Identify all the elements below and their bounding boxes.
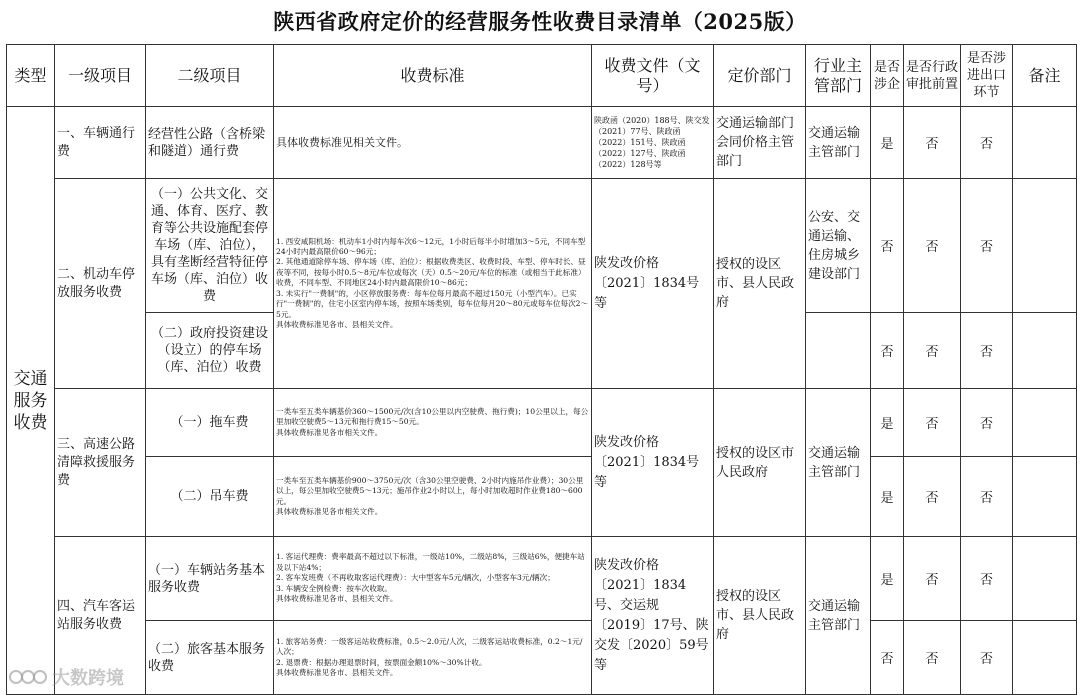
level1-cell: 二、机动车停放服务收费 (55, 179, 146, 389)
remark-cell (1013, 313, 1077, 389)
soe-cell: 是 (871, 389, 904, 457)
standard-line: 具体收费标准见各市相关文件。 (276, 506, 383, 516)
document-cell: 陕发改价格〔2021〕1834号等 (592, 179, 714, 389)
level1-cell: 四、汽车客运站服务收费 (55, 537, 146, 695)
remark-cell (1013, 389, 1077, 457)
level2-cell: （一）车辆站务基本服务收费 (146, 537, 274, 621)
watermark-logo-icon (8, 666, 48, 688)
dept-cell: 授权的设区市、县人民政府 (714, 537, 806, 695)
standard-line: 具体收费标准见各市、县相关文件。 (276, 594, 398, 604)
category-cell: 交通服务收费 (7, 107, 55, 695)
remark-cell (1013, 107, 1077, 179)
header-supervisor: 行业主管部门 (806, 45, 871, 107)
standard-line: 1. 西安咸阳机场：机动车1小时内每车次6～12元，1小时后每半小时增加3～5元，不同车型24小时内最高限价60～96元； (276, 236, 586, 257)
soe-cell: 是 (871, 107, 904, 179)
header-level1: 一级项目 (55, 45, 146, 107)
header-document: 收费文件（文号） (592, 45, 714, 107)
approval-cell: 否 (904, 389, 961, 457)
supervisor-cell: 交通运输主管部门 (806, 537, 871, 695)
dept-cell: 授权的设区市人民政府 (714, 389, 806, 537)
import-export-cell: 否 (961, 107, 1013, 179)
import-export-cell: 否 (961, 537, 1013, 621)
fee-catalog-table (6, 44, 1077, 695)
level1-cell: 一、车辆通行费 (55, 107, 146, 179)
header-dept: 定价部门 (714, 45, 806, 107)
standard-line: 3. 车辆安全例检费：按车次收取。 (276, 583, 392, 593)
standard-line: 一类车至五类车辆基价900～3750元/次（含30公里空驶费、2小时内施吊作业费）；30公里以上，每公里加收空驶费5～13元；施吊作业2小时以上，每小时加收超时作业费180～600元。 (276, 475, 584, 506)
standard-cell (274, 621, 592, 695)
level2-cell: （二）政府投资建设（设立）的停车场（库、泊位）收费 (146, 313, 274, 389)
document-cell: 陕政函（2020）188号、陕交发（2021）77号、陕政函（2022）151号、陕政函（2022）127号、陕政函（2022）128号等 (592, 107, 714, 179)
import-export-cell: 否 (961, 179, 1013, 313)
standard-cell (274, 389, 592, 457)
soe-cell: 否 (871, 313, 904, 389)
remark-cell (1013, 179, 1077, 313)
header-row (7, 45, 1077, 107)
supervisor-cell: 公安、交通运输、住房城乡建设部门 (806, 179, 871, 313)
standard-line: 具体收费标准见各市、县相关文件。 (276, 319, 398, 329)
approval-cell: 否 (904, 621, 961, 695)
standard-line: 3. 未实行"一费制"的，小区停放服务费：每车位每月最高不超过150元（小型汽车）。已实行"一费制"的，住宅小区室内停车场，按照车场类别，每车位每月20～80元或每车位每次2～5元。 (276, 288, 589, 319)
level1-cell: 三、高速公路清障救援服务费 (55, 389, 146, 537)
supervisor-cell (806, 313, 871, 389)
document-cell: 陕发改价格〔2021〕1834号、交运规〔2019〕17号、陕交发〔2020〕59号等 (592, 537, 714, 695)
header-approval: 是否行政审批前置 (904, 45, 961, 107)
supervisor-cell: 交通运输主管部门 (806, 107, 871, 179)
header-category: 类型 (7, 45, 55, 107)
approval-cell: 否 (904, 537, 961, 621)
header-remark: 备注 (1013, 45, 1077, 107)
header-standard: 收费标准 (274, 45, 592, 107)
table-row (7, 457, 1077, 537)
header-import-export: 是否涉进出口环节 (961, 45, 1013, 107)
level2-cell: 经营性公路（含桥梁和隧道）通行费 (146, 107, 274, 179)
import-export-cell: 否 (961, 621, 1013, 695)
table-row (7, 621, 1077, 695)
document-cell: 陕发改价格〔2021〕1834号等 (592, 389, 714, 537)
supervisor-cell: 交通运输主管部门 (806, 389, 871, 537)
level2-cell: （二）吊车费 (146, 457, 274, 537)
watermark (8, 664, 124, 690)
approval-cell: 否 (904, 107, 961, 179)
standard-cell: 具体收费标准见相关文件。 (274, 107, 592, 179)
approval-cell: 否 (904, 179, 961, 313)
remark-cell (1013, 457, 1077, 537)
soe-cell: 是 (871, 537, 904, 621)
level2-cell: （二）旅客基本服务收费 (146, 621, 274, 695)
header-soe: 是否涉企 (871, 45, 904, 107)
standard-line: 1. 客运代理费：费率最高不超过以下标准，一级站10%，二级站8%，三级站6%，便捷车站及以下站4%； (276, 552, 585, 572)
table-row (7, 107, 1077, 179)
standard-cell (274, 179, 592, 389)
remark-cell (1013, 621, 1077, 695)
watermark-text: 大数跨境 (52, 668, 124, 689)
dept-cell: 授权的设区市、县人民政府 (714, 179, 806, 389)
table-row (7, 389, 1077, 457)
dept-cell: 交通运输部门会同价格主管部门 (714, 107, 806, 179)
import-export-cell: 否 (961, 389, 1013, 457)
approval-cell: 否 (904, 313, 961, 389)
table-row (7, 537, 1077, 621)
standard-cell (274, 457, 592, 537)
table-row (7, 179, 1077, 313)
approval-cell: 否 (904, 457, 961, 537)
import-export-cell: 否 (961, 457, 1013, 537)
standard-line: 2. 客车发班费（不再收取客运代理费）：大中型客车5元/辆次，小型客车3元/辆次； (276, 573, 555, 583)
soe-cell: 是 (871, 457, 904, 537)
page-title: 陕西省政府定价的经营服务性收费目录清单（2025版） (273, 9, 807, 34)
standard-line: 1. 旅客站务费：一级客运站收费标准，0.5～2.0元/人次，二级客运站收费标准，0.2～1元/人次； (276, 636, 583, 657)
header-level2: 二级项目 (146, 45, 274, 107)
soe-cell: 否 (871, 179, 904, 313)
import-export-cell: 否 (961, 313, 1013, 389)
standard-line: 2. 其他通道除停车场、停车场（库、泊位）：根据收费类区、收费时段、车型、停车时长、昼夜等不同，按每小时0.5～8元/车位或每次（天）0.5～20元/车位的标准（或相当于此标准）收费，不同车型、不同地区24小时内最高限价10～86元； (276, 257, 586, 288)
standard-cell (274, 537, 592, 621)
remark-cell (1013, 537, 1077, 621)
level2-cell: （一）拖车费 (146, 389, 274, 457)
standard-line: 一类车至五类车辆基价360～1500元/次(含10公里以内空驶费、拖行费)；10公里以上，每公里加收空驶费5～13元和拖行费15～50元。 (276, 406, 589, 427)
soe-cell: 否 (871, 621, 904, 695)
standard-line: 具体收费标准见各市相关文件。 (276, 427, 383, 437)
standard-line: 2. 退票费：根据办理退票时间，按票面金额10%～30%计收。 (276, 657, 487, 667)
level2-cell: （一）公共文化、交通、体育、医疗、教育等公共设施配套停车场（库、泊位），具有垄断经营特征停车场（库、泊位）收费 (146, 179, 274, 313)
standard-line: 具体收费标准见各市、县相关文件。 (276, 667, 398, 677)
